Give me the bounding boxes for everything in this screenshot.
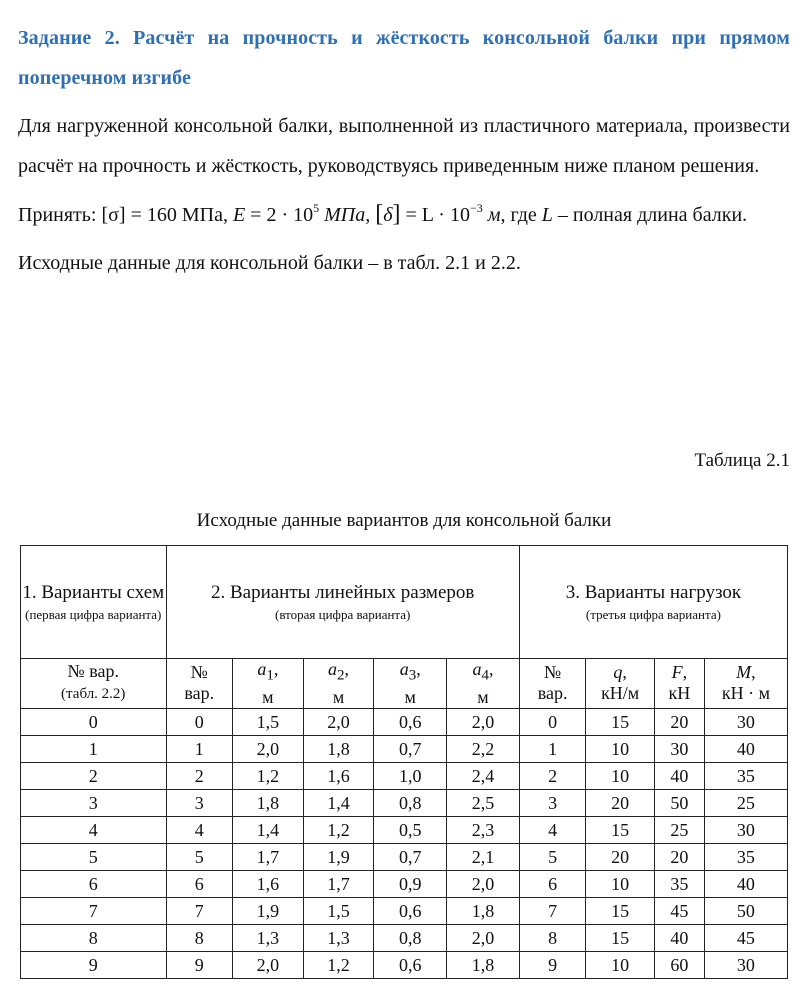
table-cell: 50 — [654, 789, 704, 816]
col-header-a4: $a_4$, м — [447, 659, 520, 709]
table-cell: 30 — [704, 708, 787, 735]
table-cell: 50 — [704, 897, 787, 924]
table-cell: 1,5 — [303, 897, 374, 924]
table-cell: 1 — [519, 735, 586, 762]
table-cell: 35 — [704, 762, 787, 789]
table-cell: 7 — [166, 897, 233, 924]
col-header-q: q, кН/м — [586, 659, 655, 709]
table-cell: 25 — [654, 816, 704, 843]
table-cell: 1,7 — [303, 870, 374, 897]
table-row — [21, 897, 788, 924]
table-cell: 25 — [704, 789, 787, 816]
table-cell: 2,1 — [447, 843, 520, 870]
sigma-allowable: Принять: [σ] = 160 МПа, — [18, 204, 228, 226]
table-cell: 2,5 — [447, 789, 520, 816]
table-cell: 60 — [654, 951, 704, 978]
group2-header: 2. Варианты линейных размеров (вторая цифра варианта) — [166, 546, 519, 659]
table-cell: 20 — [654, 843, 704, 870]
table-row — [21, 843, 788, 870]
table-cell: 0,6 — [374, 951, 447, 978]
col-header-var2: № вар. — [166, 659, 233, 709]
table-cell: 1,2 — [303, 951, 374, 978]
table-cell: 40 — [654, 924, 704, 951]
table-row — [21, 762, 788, 789]
table-cell: 2 — [21, 762, 167, 789]
table-cell: 40 — [704, 735, 787, 762]
group1-header: 1. Варианты схем (первая цифра варианта) — [21, 546, 167, 659]
table-cell: 1 — [21, 735, 167, 762]
table-cell: 0,6 — [374, 708, 447, 735]
table-cell: 8 — [166, 924, 233, 951]
table-cell: 40 — [704, 870, 787, 897]
table-cell: 3 — [166, 789, 233, 816]
table-cell: 45 — [654, 897, 704, 924]
table-cell: 20 — [654, 708, 704, 735]
table-cell: 10 — [586, 762, 655, 789]
table-cell: 5 — [166, 843, 233, 870]
col-header-F: F, кН — [654, 659, 704, 709]
table-cell: 6 — [519, 870, 586, 897]
table-row — [21, 735, 788, 762]
table-cell: 2,4 — [447, 762, 520, 789]
task-title: Задание 2. Расчёт на прочность и жёсткость консольной балки при прямом поперечном изгибе — [18, 27, 790, 89]
table-cell: 15 — [586, 708, 655, 735]
table-cell: 1,4 — [303, 789, 374, 816]
table-cell: 0 — [519, 708, 586, 735]
table-cell: 9 — [166, 951, 233, 978]
table-cell: 6 — [21, 870, 167, 897]
table-cell: 7 — [519, 897, 586, 924]
table-cell: 6 — [166, 870, 233, 897]
table-cell: 2,0 — [233, 735, 304, 762]
table-cell: 4 — [166, 816, 233, 843]
table-cell: 1,2 — [233, 762, 304, 789]
table-cell: 2,0 — [233, 951, 304, 978]
col-header-M: M, кН · м — [704, 659, 787, 709]
table-cell: 1,7 — [233, 843, 304, 870]
task-accept-line: Принять: [σ] = 160 МПа, $E = 2 \cdot 10^5$ МПа, $[\delta] = L \cdot 10^{-3}$ м, где L – полная длина балки. — [18, 201, 748, 227]
table-body — [21, 708, 788, 978]
table-cell: 35 — [704, 843, 787, 870]
table-cell: 2,0 — [303, 708, 374, 735]
table-cell: 0,8 — [374, 924, 447, 951]
col-header-a1: $a_1$, м — [233, 659, 304, 709]
document-page — [18, 0, 790, 975]
table-cell: 1,8 — [233, 789, 304, 816]
table-cell: 0,7 — [374, 735, 447, 762]
table-cell: 2,0 — [447, 708, 520, 735]
table-cell: 15 — [586, 924, 655, 951]
table-cell: 5 — [21, 843, 167, 870]
task-intro: Для нагруженной консольной балки, выполненной из пластичного материала, произвести расчёт на прочность и жёсткость, руководствуясь приведенным ниже планом решения. — [18, 115, 790, 177]
table-cell: 4 — [21, 816, 167, 843]
table-cell: 20 — [586, 843, 655, 870]
table-cell: 15 — [586, 897, 655, 924]
table-cell: 40 — [654, 762, 704, 789]
table-title: Исходные данные вариантов для консольной балки — [196, 510, 612, 531]
table-cell: 2,0 — [447, 870, 520, 897]
table-cell: 10 — [586, 735, 655, 762]
table-cell: 2,0 — [447, 924, 520, 951]
table-cell: 30 — [704, 951, 787, 978]
table-cell: 7 — [21, 897, 167, 924]
table-cell: 45 — [704, 924, 787, 951]
table-cell: 10 — [586, 951, 655, 978]
table-cell: 0,8 — [374, 789, 447, 816]
modulus-formula: $E = 2 \cdot 10^5$ МПа — [232, 201, 366, 226]
table-row — [21, 951, 788, 978]
col-header-a2: $a_2$, м — [303, 659, 374, 709]
table-cell: 1,5 — [233, 708, 304, 735]
table-cell: 1,9 — [303, 843, 374, 870]
table-cell: 8 — [21, 924, 167, 951]
table-cell: 10 — [586, 870, 655, 897]
table-cell: 1,8 — [447, 951, 520, 978]
table-cell: 1,6 — [233, 870, 304, 897]
table-cell: 3 — [21, 789, 167, 816]
col-header-scheme: № вар. (табл. 2.2) — [21, 659, 167, 709]
table-cell: 0,9 — [374, 870, 447, 897]
table-row — [21, 924, 788, 951]
table-cell: 30 — [654, 735, 704, 762]
variants-table — [20, 545, 788, 979]
table-cell: 35 — [654, 870, 704, 897]
table-cell: 2 — [519, 762, 586, 789]
table-cell: 1,4 — [233, 816, 304, 843]
table-cell: 1,6 — [303, 762, 374, 789]
table-cell: 0,6 — [374, 897, 447, 924]
table-row — [21, 708, 788, 735]
table-cell: 4 — [519, 816, 586, 843]
deflection-formula: $[\delta] = L \cdot 10^{-3}$ м — [375, 201, 501, 227]
table-cell: 1,2 — [303, 816, 374, 843]
table-cell: 0,7 — [374, 843, 447, 870]
table-row — [21, 816, 788, 843]
table-cell: 30 — [704, 816, 787, 843]
table-cell: 1,3 — [303, 924, 374, 951]
table-cell: 1 — [166, 735, 233, 762]
task-source: Исходные данные для консольной балки – в табл. 2.1 и 2.2. — [18, 252, 521, 274]
table-cell: 15 — [586, 816, 655, 843]
table-cell: 2,2 — [447, 735, 520, 762]
table-cell: 1,8 — [447, 897, 520, 924]
table-cell: 20 — [586, 789, 655, 816]
table-cell: 0 — [21, 708, 167, 735]
table-cell: 1,0 — [374, 762, 447, 789]
table-cell: 5 — [519, 843, 586, 870]
col-header-var3: № вар. — [519, 659, 586, 709]
group3-header: 3. Варианты нагрузок (третья цифра варианта) — [519, 546, 787, 659]
table-cell: 1,3 — [233, 924, 304, 951]
col-header-a3: $a_3$, м — [374, 659, 447, 709]
table-cell: 0 — [166, 708, 233, 735]
table-cell: 9 — [519, 951, 586, 978]
table-cell: 0,5 — [374, 816, 447, 843]
table-caption: Таблица 2.1 — [694, 450, 790, 471]
table-row — [21, 870, 788, 897]
table-cell: 2 — [166, 762, 233, 789]
table-cell: 3 — [519, 789, 586, 816]
table-cell: 9 — [21, 951, 167, 978]
table-cell: 8 — [519, 924, 586, 951]
table-cell: 1,9 — [233, 897, 304, 924]
table-cell: 2,3 — [447, 816, 520, 843]
table-row — [21, 789, 788, 816]
table-cell: 1,8 — [303, 735, 374, 762]
